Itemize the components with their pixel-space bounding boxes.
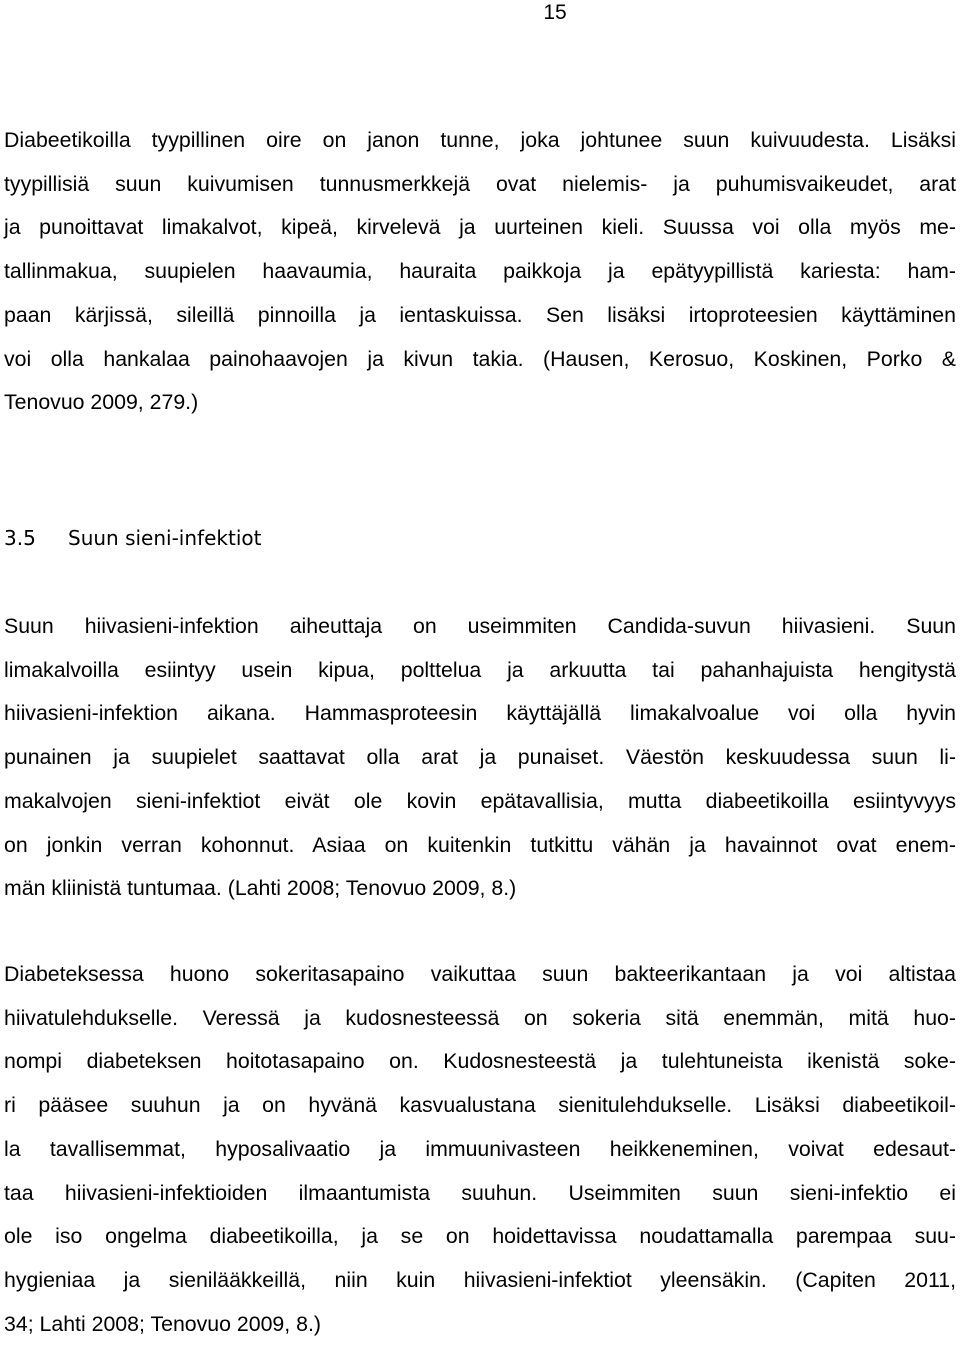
text-line: Diabeetikoilla tyypillinen oire on janon tunne, joka johtunee suun kuivuudesta. Lisäksi: [4, 128, 956, 152]
text-line: voi olla hankalaa painohaavojen ja kivun takia. (Hausen, Kerosuo, Koskinen, Porko &: [4, 346, 956, 371]
section-heading: [4, 518, 261, 558]
text-line: hiivasieni-infektion aikana. Hammasproteesin käyttäjällä limakalvoalue voi olla hyvin: [4, 701, 956, 726]
page-number: 15: [543, 1, 567, 24]
text-line: makalvojen sieni-infektiot eivät ole kovin epätavallisia, mutta diabeetikoilla esiintyvyys: [4, 788, 956, 813]
text-line: ri pääsee suuhun ja on hyvänä kasvualustana sienitulehdukselle. Lisäksi diabeetikoil-: [4, 1093, 956, 1118]
section-title: Suun sieni-infektiot: [68, 526, 262, 550]
text-line: tyypillisiä suun kuivumisen tunnusmerkkejä ovat nielemis- ja puhumisvaikeudet, arat: [4, 171, 956, 196]
text-line: hygieniaa ja sienilääkkeillä, niin kuin hiivasieni-infektiot yleensäkin. (Capiten 2011,: [4, 1267, 956, 1292]
text-line: taa hiivasieni-infektioiden ilmaantumista suuhun. Useimmiten suun sieni-infektio ei: [4, 1180, 956, 1205]
text-line: hiivatulehdukselle. Veressä ja kudosnesteessä on sokeria sitä enemmän, mitä huo-: [4, 1005, 956, 1030]
text-line: paan kärjissä, sileillä pinnoilla ja ientaskuissa. Sen lisäksi irtoproteesien käyttäminen: [4, 302, 956, 327]
text-line: on jonkin verran kohonnut. Asiaa on kuitenkin tutkittu vähän ja havainnot ovat enem-: [4, 832, 956, 857]
text-line: Diabeteksessa huono sokeritasapaino vaikuttaa suun bakteerikantaan ja voi altistaa: [4, 962, 956, 986]
paragraph-blood-sugar: [4, 953, 956, 1346]
text-line: Suun hiivasieni-infektion aiheuttaja on useimmiten Candida-suvun hiivasieni. Suun: [4, 614, 956, 638]
text-line: ole iso ongelma diabeetikoilla, ja se on hoidettavissa noudattamalla parempaa suu-: [4, 1224, 956, 1249]
text-line: män kliinistä tuntumaa. (Lahti 2008; Tenovuo 2009, 8.): [4, 876, 517, 901]
paragraph-dry-mouth: [4, 119, 956, 425]
text-line: limakalvoilla esiintyy usein kipua, polttelua ja arkuutta tai pahanhajuista hengitystä: [4, 657, 956, 682]
text-line: la tavallisemmat, hyposalivaatio ja immuunivasteen heikkeneminen, voivat edesaut-: [4, 1136, 956, 1161]
text-line: 34; Lahti 2008; Tenovuo 2009, 8.): [4, 1311, 321, 1336]
section-number: 3.5: [4, 526, 36, 550]
text-line: ja punoittavat limakalvot, kipeä, kirvelevä ja uurteinen kieli. Suussa voi olla myös me-: [4, 215, 956, 240]
text-line: nompi diabeteksen hoitotasapaino on. Kudosnesteestä ja tulehtuneista ikenistä soke-: [4, 1049, 956, 1074]
text-line: punainen ja suupielet saattavat olla arat ja punaiset. Väestön keskuudessa suun li-: [4, 745, 956, 770]
text-line: tallinmakua, suupielen haavaumia, hauraita paikkoja ja epätyypillistä kariesta: ham-: [4, 259, 956, 284]
text-line: Tenovuo 2009, 279.): [4, 390, 199, 415]
paragraph-fungal-infection: [4, 605, 956, 911]
